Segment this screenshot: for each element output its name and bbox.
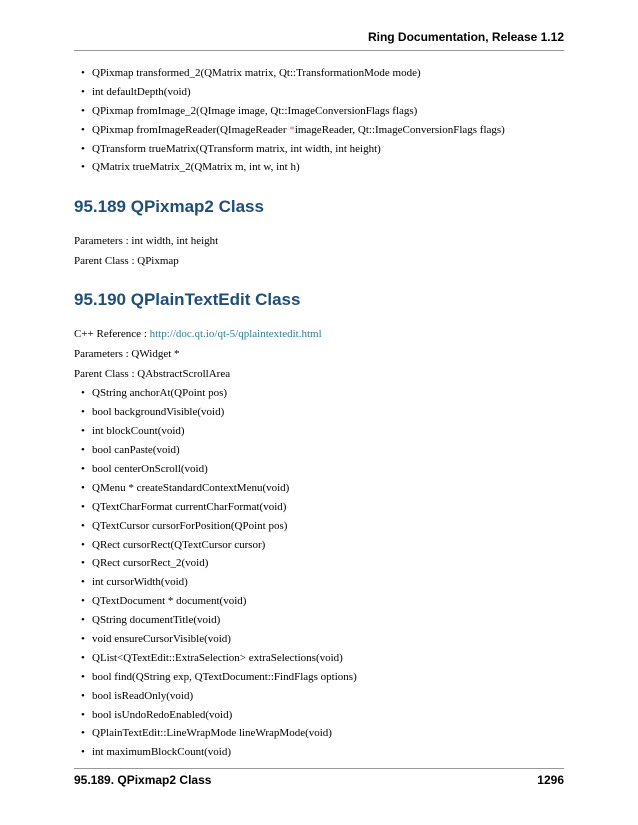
bullet-icon: •: [81, 425, 85, 438]
parameters-text: Parameters : QWidget *: [74, 348, 180, 361]
list-item: • bool find(QString exp, QTextDocument::FindFlags options): [81, 670, 357, 683]
list-item: • bool centerOnScroll(void): [81, 463, 208, 476]
list-item: • QPixmap fromImage_2(QImage image, Qt::ImageConversionFlags flags): [81, 104, 418, 117]
list-item: • QPlainTextEdit::LineWrapMode lineWrapMode(void): [81, 727, 332, 740]
bullet-icon: •: [81, 746, 85, 759]
footer-page-number: 1296: [537, 773, 564, 787]
bullet-icon: •: [81, 595, 85, 608]
list-item: • QTransform trueMatrix(QTransform matrix, int width, int height): [81, 142, 381, 155]
parent-class-text: Parent Class : QAbstractScrollArea: [74, 368, 231, 381]
section-heading-qpixmap2: 95.189 QPixmap2 Class: [74, 197, 264, 217]
bullet-icon: •: [81, 727, 85, 740]
header-rule: [74, 50, 564, 51]
list-item: • QTextDocument * document(void): [81, 595, 247, 608]
list-item: • QRect cursorRect(QTextCursor cursor): [81, 538, 266, 551]
bullet-icon: •: [81, 463, 85, 476]
bullet-icon: •: [81, 538, 85, 551]
list-item: • bool canPaste(void): [81, 444, 180, 457]
method-list: [74, 387, 564, 758]
bullet-icon: •: [81, 689, 85, 702]
page-content: [74, 67, 564, 758]
list-item: • bool isUndoRedoEnabled(void): [81, 708, 233, 721]
bullet-icon: •: [81, 387, 85, 400]
bullet-icon: •: [81, 651, 85, 664]
bullet-icon: •: [81, 123, 85, 136]
bullet-icon: •: [81, 633, 85, 646]
list-item: • bool backgroundVisible(void): [81, 406, 225, 419]
list-item: • int blockCount(void): [81, 425, 185, 438]
section-heading-qplaintextedit: 95.190 QPlainTextEdit Class: [74, 290, 301, 310]
bullet-icon: •: [81, 481, 85, 494]
bullet-icon: •: [81, 500, 85, 513]
bullet-icon: •: [81, 614, 85, 627]
bullet-icon: •: [81, 519, 85, 532]
cpp-reference-link[interactable]: http://doc.qt.io/qt-5/qplaintextedit.html: [149, 328, 322, 341]
bullet-icon: •: [81, 406, 85, 419]
list-item: • int defaultDepth(void): [81, 85, 191, 98]
bullet-icon: •: [81, 576, 85, 589]
list-item: • bool isReadOnly(void): [81, 689, 194, 702]
parameters-text: Parameters : int width, int height: [74, 235, 219, 248]
bullet-icon: •: [81, 444, 85, 457]
bullet-icon: •: [81, 161, 85, 174]
list-item: • QPixmap transformed_2(QMatrix matrix, Qt::TransformationMode mode): [81, 67, 421, 79]
bullet-icon: •: [81, 708, 85, 721]
bullet-icon: •: [81, 67, 85, 79]
list-item: • QString anchorAt(QPoint pos): [81, 387, 228, 400]
bullet-icon: •: [81, 104, 85, 117]
bullet-icon: •: [81, 557, 85, 570]
list-item: • QMatrix trueMatrix_2(QMatrix m, int w, int h): [81, 161, 300, 174]
list-item: • void ensureCursorVisible(void): [81, 633, 231, 646]
list-item: • QTextCharFormat currentCharFormat(void): [81, 500, 287, 513]
cpp-reference-text: C++ Reference : http://doc.qt.io/qt-5/qplaintextedit.html: [74, 328, 322, 341]
list-item: • QTextCursor cursorForPosition(QPoint pos): [81, 519, 288, 532]
list-item: • QRect cursorRect_2(void): [81, 557, 209, 570]
footer-section-title: 95.189. QPixmap2 Class: [74, 773, 212, 787]
bullet-icon: •: [81, 142, 85, 155]
method-list-continued: [74, 67, 564, 173]
list-item: • QList<QTextEdit::ExtraSelection> extraSelections(void): [81, 651, 343, 664]
footer-rule: [74, 768, 564, 769]
list-item: • QPixmap fromImageReader(QImageReader *imageReader, Qt::ImageConversionFlags flags): [81, 123, 505, 136]
list-item: • int cursorWidth(void): [81, 576, 188, 589]
bullet-icon: •: [81, 670, 85, 683]
parent-class-text: Parent Class : QPixmap: [74, 255, 179, 268]
running-header-title: Ring Documentation, Release 1.12: [367, 30, 564, 44]
pointer-asterisk: *: [289, 123, 295, 136]
list-item: • QMenu * createStandardContextMenu(void): [81, 481, 290, 494]
bullet-icon: •: [81, 85, 85, 98]
list-item: • int maximumBlockCount(void): [81, 746, 232, 759]
list-item: • QString documentTitle(void): [81, 614, 221, 627]
